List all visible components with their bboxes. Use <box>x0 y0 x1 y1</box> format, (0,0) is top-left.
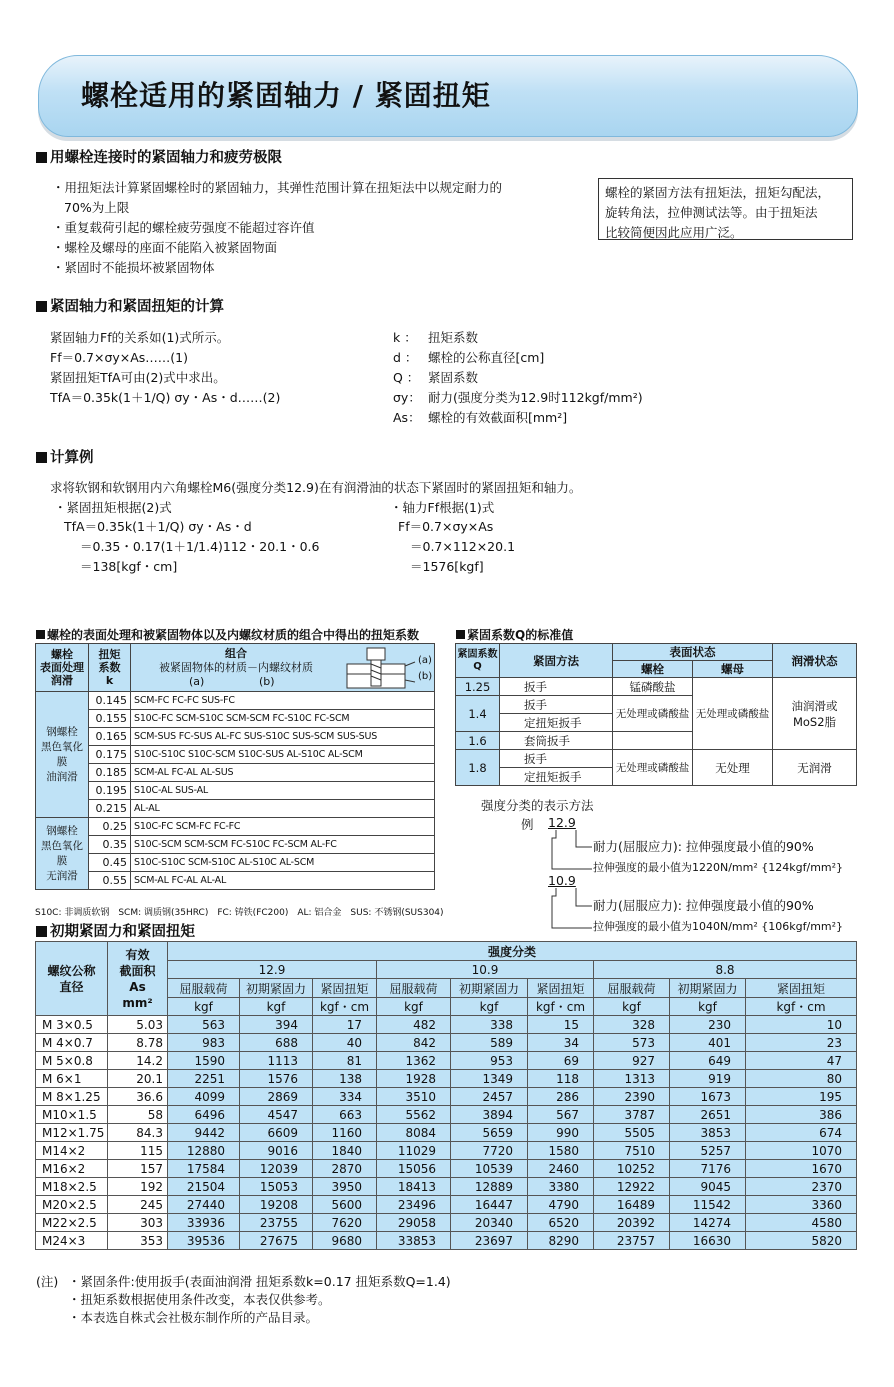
table-row <box>36 1124 857 1142</box>
thread-size: M16×2 <box>36 1160 108 1178</box>
value-cell: 33936 <box>168 1214 240 1232</box>
value-cell: 9045 <box>670 1178 746 1196</box>
sub-header: 紧固扭矩 <box>528 979 594 998</box>
sub-header: 屈服载荷 <box>594 979 670 998</box>
thread-size: M 3×0.5 <box>36 1016 108 1034</box>
area-value: 303 <box>108 1214 168 1232</box>
q-value: 1.6 <box>456 732 500 750</box>
table-row <box>36 1214 857 1232</box>
thread-size: M24×3 <box>36 1232 108 1250</box>
class-label: 10.9 <box>377 961 594 979</box>
method: 定扭矩扳手 <box>500 714 613 732</box>
value-cell: 1313 <box>594 1070 670 1088</box>
value-cell: 4547 <box>240 1106 313 1124</box>
section2-heading: 紧固轴力和紧固扭矩的计算 <box>36 295 224 316</box>
area-value: 36.6 <box>108 1088 168 1106</box>
thread-size: M 8×1.25 <box>36 1088 108 1106</box>
bullet: ・用扭矩法计算紧固螺栓时的紧固轴力，其弹性范围计算在扭矩法中以规定耐力的 <box>52 180 503 195</box>
value-cell: 10539 <box>451 1160 528 1178</box>
combination: S10C-FC SCM-FC FC-FC <box>131 818 435 836</box>
value-cell: 927 <box>594 1052 670 1070</box>
unit: kgf <box>594 998 670 1016</box>
nut-header: 螺母 <box>693 661 773 678</box>
bullet: 70%为上限 <box>64 200 130 215</box>
calc-line: ・紧固扭矩根据(2)式 <box>54 500 172 515</box>
value-cell: 2251 <box>168 1070 240 1088</box>
k-value: 0.215 <box>89 800 131 818</box>
section1-heading: 用螺栓连接时的紧固轴力和疲劳极限 <box>36 146 282 167</box>
value-cell: 4580 <box>746 1214 857 1232</box>
q-header: 紧固系数 Q <box>456 644 500 678</box>
symbol: As： <box>393 410 421 425</box>
symbol: k ： <box>393 330 417 345</box>
value-cell: 688 <box>240 1034 313 1052</box>
thread-size: M 6×1 <box>36 1070 108 1088</box>
k-value: 0.165 <box>89 728 131 746</box>
sub-header: 初期紧固力 <box>670 979 746 998</box>
value-cell: 649 <box>670 1052 746 1070</box>
value-cell: 2870 <box>313 1160 377 1178</box>
method-header: 紧固方法 <box>500 644 613 678</box>
value-cell: 17584 <box>168 1160 240 1178</box>
torque-table-heading: 螺栓的表面处理和被紧固物体以及内螺纹材质的组合中得出的扭矩系数 <box>36 626 419 643</box>
table-row <box>36 1178 857 1196</box>
strength-desc: 耐力(屈服应力): 拉伸强度最小值的90% <box>593 898 814 913</box>
sub-header: 初期紧固力 <box>240 979 313 998</box>
value-cell: 2390 <box>594 1088 670 1106</box>
value-cell: 589 <box>451 1034 528 1052</box>
symbol: σy： <box>393 390 421 405</box>
area-value: 84.3 <box>108 1124 168 1142</box>
value-cell: 919 <box>670 1070 746 1088</box>
value-cell: 23 <box>746 1034 857 1052</box>
k-value: 0.25 <box>89 818 131 836</box>
value-cell: 138 <box>313 1070 377 1088</box>
value-cell: 14274 <box>670 1214 746 1232</box>
value-cell: 39536 <box>168 1232 240 1250</box>
unit: kgf <box>377 998 451 1016</box>
value-cell: 16630 <box>670 1232 746 1250</box>
thread-size: M22×2.5 <box>36 1214 108 1232</box>
table-row <box>36 1142 857 1160</box>
table-row <box>36 1106 857 1124</box>
note-item: ・扭矩系数根据使用条件改变，本表仅供参考。 <box>68 1292 331 1307</box>
value-cell: 3894 <box>451 1106 528 1124</box>
value-cell: 842 <box>377 1034 451 1052</box>
k-value: 0.145 <box>89 692 131 710</box>
k-value: 0.45 <box>89 854 131 872</box>
value-cell: 5600 <box>313 1196 377 1214</box>
strength-desc: 拉伸强度的最小值为1220N/mm² {124kgf/mm²} <box>593 861 844 874</box>
value-cell: 15056 <box>377 1160 451 1178</box>
value-cell: 8290 <box>528 1232 594 1250</box>
symbol: d ： <box>393 350 418 365</box>
note-box <box>598 178 853 240</box>
value-cell: 23755 <box>240 1214 313 1232</box>
k-value: 0.35 <box>89 836 131 854</box>
combination: S10C-S10C S10C-SCM S10C-SUS AL-S10C AL-SCM <box>131 746 435 764</box>
calc-line: TfA＝0.35k(1＋1/Q) σy・As・d <box>64 519 252 534</box>
note-line: 螺栓的紧固方法有扭矩法，扭矩勾配法， <box>605 185 831 200</box>
value-cell: 983 <box>168 1034 240 1052</box>
sub-header: 初期紧固力 <box>451 979 528 998</box>
value-cell: 11029 <box>377 1142 451 1160</box>
value-cell: 1580 <box>528 1142 594 1160</box>
note-line: 比较简便因此应用广泛。 <box>605 225 743 240</box>
formula-text: TfA＝0.35k(1＋1/Q) σy・As・d……(2) <box>50 390 281 405</box>
note-item: ・本表选自株式会社极东制作所的产品目录。 <box>68 1310 319 1325</box>
value-cell: 1670 <box>746 1160 857 1178</box>
symbol-desc: 螺栓的有效截面积[mm²] <box>428 410 568 425</box>
value-cell: 5562 <box>377 1106 451 1124</box>
sub-header: 紧固扭矩 <box>313 979 377 998</box>
value-cell: 2460 <box>528 1160 594 1178</box>
value-cell: 567 <box>528 1106 594 1124</box>
method: 扳手 <box>500 750 613 768</box>
value-cell: 990 <box>528 1124 594 1142</box>
method: 扳手 <box>500 678 613 696</box>
sub-header: 紧固扭矩 <box>746 979 857 998</box>
k-value: 0.55 <box>89 872 131 890</box>
value-cell: 338 <box>451 1016 528 1034</box>
bullet: ・紧固时不能损坏被紧固物体 <box>52 260 215 275</box>
value-cell: 40 <box>313 1034 377 1052</box>
thread-size: M10×1.5 <box>36 1106 108 1124</box>
value-cell: 15 <box>528 1016 594 1034</box>
value-cell: 3360 <box>746 1196 857 1214</box>
symbol-desc: 螺栓的公称直径[cm] <box>428 350 545 365</box>
table-row <box>36 1196 857 1214</box>
bolt-surface: 锰磷酸盐 <box>613 678 693 696</box>
area-value: 115 <box>108 1142 168 1160</box>
thread-size: M 4×0.7 <box>36 1034 108 1052</box>
value-cell: 3950 <box>313 1178 377 1196</box>
value-cell: 7176 <box>670 1160 746 1178</box>
value-cell: 8084 <box>377 1124 451 1142</box>
unit: kgf・cm <box>746 998 857 1016</box>
value-cell: 16489 <box>594 1196 670 1214</box>
table-row <box>36 1088 857 1106</box>
value-cell: 4099 <box>168 1088 240 1106</box>
main-table-heading: 初期紧固力和紧固扭矩 <box>36 920 195 941</box>
sub-header: 屈服载荷 <box>377 979 451 998</box>
symbol-desc: 扭矩系数 <box>428 330 479 345</box>
value-cell: 2370 <box>746 1178 857 1196</box>
calc-line: ＝0.7×112×20.1 <box>410 539 516 554</box>
col-header: 螺栓 表面处理 润滑 <box>36 644 89 692</box>
table-row <box>36 1232 857 1250</box>
value-cell: 1590 <box>168 1052 240 1070</box>
value-cell: 3787 <box>594 1106 670 1124</box>
area-value: 157 <box>108 1160 168 1178</box>
value-cell: 5257 <box>670 1142 746 1160</box>
value-cell: 23697 <box>451 1232 528 1250</box>
value-cell: 18413 <box>377 1178 451 1196</box>
value-cell: 12922 <box>594 1178 670 1196</box>
symbol-desc: 耐力(强度分类为12.9时112kgf/mm²) <box>428 390 643 405</box>
label-a: (a) <box>418 655 432 666</box>
nut-surface: 无处理或磷酸盐 <box>693 678 773 750</box>
value-cell: 21504 <box>168 1178 240 1196</box>
torque-coefficient-table <box>35 643 435 890</box>
k-value: 0.155 <box>89 710 131 728</box>
section3-heading: 计算例 <box>36 446 94 467</box>
area-header: 有效 截面积 As mm² <box>108 942 168 1016</box>
formula-text: 紧固轴力Ff的关系如(1)式所示。 <box>50 330 230 345</box>
value-cell: 4790 <box>528 1196 594 1214</box>
value-cell: 1928 <box>377 1070 451 1088</box>
value-cell: 482 <box>377 1016 451 1034</box>
strength-class: 10.9 <box>548 873 576 888</box>
bolt-header: 螺栓 <box>613 661 693 678</box>
value-cell: 80 <box>746 1070 857 1088</box>
col-header: 扭矩 系数 k <box>89 644 131 692</box>
value-cell: 20392 <box>594 1214 670 1232</box>
area-value: 353 <box>108 1232 168 1250</box>
note-item: ・紧固条件:使用扳手(表面油润滑 扭矩系数k=0.17 扭矩系数Q=1.4) <box>68 1274 451 1289</box>
calc-line: ・轴力Ff根据(1)式 <box>390 500 495 515</box>
area-value: 192 <box>108 1178 168 1196</box>
table-row <box>36 1052 857 1070</box>
fastening-table <box>35 941 857 1250</box>
combination: S10C-FC SCM-S10C SCM-SCM FC-S10C FC-SCM <box>131 710 435 728</box>
bolt-surface: 无处理或磷酸盐 <box>613 750 693 786</box>
strength-title: 强度分类的表示方法 <box>481 798 594 813</box>
class-label: 8.8 <box>594 961 857 979</box>
value-cell: 2651 <box>670 1106 746 1124</box>
surface-header: 表面状态 <box>613 644 773 661</box>
strength-class: 12.9 <box>548 815 576 830</box>
value-cell: 386 <box>746 1106 857 1124</box>
area-value: 20.1 <box>108 1070 168 1088</box>
combination: S10C-AL SUS-AL <box>131 782 435 800</box>
value-cell: 12889 <box>451 1178 528 1196</box>
value-cell: 5820 <box>746 1232 857 1250</box>
calc-line: ＝1576[kgf] <box>410 559 484 574</box>
k-value: 0.175 <box>89 746 131 764</box>
value-cell: 10252 <box>594 1160 670 1178</box>
bullet: ・螺栓及螺母的座面不能陷入被紧固物面 <box>52 240 278 255</box>
formula-text: Ff＝0.7×σy×As……(1) <box>50 350 189 365</box>
table-row <box>36 1160 857 1178</box>
value-cell: 27440 <box>168 1196 240 1214</box>
value-cell: 9442 <box>168 1124 240 1142</box>
symbol: Q ： <box>393 370 420 385</box>
value-cell: 563 <box>168 1016 240 1034</box>
value-cell: 11542 <box>670 1196 746 1214</box>
value-cell: 7510 <box>594 1142 670 1160</box>
sub-header: 屈服载荷 <box>168 979 240 998</box>
lube-header: 润滑状态 <box>773 644 857 678</box>
value-cell: 33853 <box>377 1232 451 1250</box>
value-cell: 1160 <box>313 1124 377 1142</box>
bolt-diagram-icon <box>345 646 435 690</box>
group-label: 钢螺栓 黑色氧化膜 无润滑 <box>36 818 89 890</box>
k-value: 0.185 <box>89 764 131 782</box>
combination: SCM-AL FC-AL AL-SUS <box>131 764 435 782</box>
q-table-heading: 紧固系数Q的标准值 <box>456 626 573 643</box>
value-cell: 7720 <box>451 1142 528 1160</box>
value-cell: 81 <box>313 1052 377 1070</box>
value-cell: 5505 <box>594 1124 670 1142</box>
value-cell: 69 <box>528 1052 594 1070</box>
unit: kgf <box>670 998 746 1016</box>
example-intro: 求将软钢和软钢用内六角螺栓M6(强度分类12.9)在有润滑油的状态下紧固时的紧固扭矩和轴力。 <box>50 480 582 495</box>
q-value: 1.25 <box>456 678 500 696</box>
value-cell: 1673 <box>670 1088 746 1106</box>
value-cell: 2869 <box>240 1088 313 1106</box>
value-cell: 230 <box>670 1016 746 1034</box>
q-value: 1.8 <box>456 750 500 786</box>
value-cell: 2457 <box>451 1088 528 1106</box>
page-title: 螺栓适用的紧固轴力 / 紧固扭矩 <box>81 79 491 112</box>
thread-size: M20×2.5 <box>36 1196 108 1214</box>
bolt-surface: 无处理或磷酸盐 <box>613 696 693 732</box>
combination: SCM-SUS FC-SUS AL-FC SUS-S10C SUS-SCM SUS-SUS <box>131 728 435 746</box>
value-cell: 573 <box>594 1034 670 1052</box>
area-value: 5.03 <box>108 1016 168 1034</box>
area-value: 245 <box>108 1196 168 1214</box>
k-value: 0.195 <box>89 782 131 800</box>
value-cell: 953 <box>451 1052 528 1070</box>
combination: AL-AL <box>131 800 435 818</box>
thread-header: 螺纹公称 直径 <box>36 942 108 1016</box>
value-cell: 19208 <box>240 1196 313 1214</box>
unit: kgf・cm <box>313 998 377 1016</box>
title-banner <box>38 55 858 137</box>
strength-desc: 耐力(屈服应力): 拉伸强度最小值的90% <box>593 839 814 854</box>
value-cell: 394 <box>240 1016 313 1034</box>
q-value: 1.4 <box>456 696 500 732</box>
combination: SCM-FC FC-FC SUS-FC <box>131 692 435 710</box>
class-label: 12.9 <box>168 961 377 979</box>
value-cell: 334 <box>313 1088 377 1106</box>
value-cell: 1840 <box>313 1142 377 1160</box>
unit: kgf・cm <box>528 998 594 1016</box>
group-label: 钢螺栓 黑色氧化膜 油润滑 <box>36 692 89 818</box>
thread-size: M 5×0.8 <box>36 1052 108 1070</box>
thread-size: M14×2 <box>36 1142 108 1160</box>
value-cell: 9016 <box>240 1142 313 1160</box>
note-line: 旋转角法，拉伸测试法等。由于扭矩法 <box>605 205 818 220</box>
symbol-desc: 紧固系数 <box>428 370 479 385</box>
formula-text: 紧固扭矩TfA可由(2)式中求出。 <box>50 370 226 385</box>
value-cell: 6609 <box>240 1124 313 1142</box>
strength-leader-lines <box>550 830 600 930</box>
combination: SCM-AL FC-AL AL-AL <box>131 872 435 890</box>
value-cell: 3380 <box>528 1178 594 1196</box>
value-cell: 17 <box>313 1016 377 1034</box>
col-header-combination: 组合 被紧固物体的材质－内螺纹材质 (a) (b) (a) (b) <box>131 644 435 692</box>
combination: S10C-S10C SCM-S10C AL-S10C AL-SCM <box>131 854 435 872</box>
value-cell: 29058 <box>377 1214 451 1232</box>
area-value: 58 <box>108 1106 168 1124</box>
calc-line: ＝138[kgf・cm] <box>80 559 178 574</box>
value-cell: 328 <box>594 1016 670 1034</box>
value-cell: 663 <box>313 1106 377 1124</box>
calc-line: ＝0.35・0.17(1＋1/1.4)112・20.1・0.6 <box>80 539 320 554</box>
combination: S10C-SCM SCM-SCM FC-S10C FC-SCM AL-FC <box>131 836 435 854</box>
value-cell: 16447 <box>451 1196 528 1214</box>
value-cell: 1576 <box>240 1070 313 1088</box>
notes-label: (注) <box>36 1274 59 1289</box>
value-cell: 1362 <box>377 1052 451 1070</box>
method: 定扭矩扳手 <box>500 768 613 786</box>
value-cell: 1070 <box>746 1142 857 1160</box>
value-cell: 23757 <box>594 1232 670 1250</box>
unit: kgf <box>451 998 528 1016</box>
value-cell: 9680 <box>313 1232 377 1250</box>
value-cell: 118 <box>528 1070 594 1088</box>
value-cell: 15053 <box>240 1178 313 1196</box>
method: 套筒扳手 <box>500 732 613 750</box>
value-cell: 6520 <box>528 1214 594 1232</box>
value-cell: 401 <box>670 1034 746 1052</box>
table-row <box>36 1016 857 1034</box>
table-row <box>36 1070 857 1088</box>
table-row <box>36 1034 857 1052</box>
area-value: 8.78 <box>108 1034 168 1052</box>
tightening-factor-table <box>455 643 857 786</box>
value-cell: 6496 <box>168 1106 240 1124</box>
value-cell: 47 <box>746 1052 857 1070</box>
calc-line: Ff＝0.7×σy×As <box>398 519 494 534</box>
value-cell: 23496 <box>377 1196 451 1214</box>
strength-desc: 拉伸强度的最小值为1040N/mm² {106kgf/mm²} <box>593 920 844 933</box>
value-cell: 5659 <box>451 1124 528 1142</box>
value-cell: 27675 <box>240 1232 313 1250</box>
value-cell: 195 <box>746 1088 857 1106</box>
value-cell: 12880 <box>168 1142 240 1160</box>
value-cell: 10 <box>746 1016 857 1034</box>
thread-size: M12×1.75 <box>36 1124 108 1142</box>
value-cell: 286 <box>528 1088 594 1106</box>
method: 扳手 <box>500 696 613 714</box>
value-cell: 12039 <box>240 1160 313 1178</box>
unit: kgf <box>240 998 313 1016</box>
bullet: ・重复载荷引起的螺栓疲劳强度不能超过容许值 <box>52 220 315 235</box>
lube-state: 无润滑 <box>773 750 857 786</box>
value-cell: 3853 <box>670 1124 746 1142</box>
area-value: 14.2 <box>108 1052 168 1070</box>
torque-table-footnote: S10C: 非调质软钢 SCM: 调质钢(35HRC) FC: 铸铁(FC200) AL: 铝合金 SUS: 不锈钢(SUS304) <box>35 908 444 918</box>
example-label: 例 <box>521 817 534 832</box>
unit: kgf <box>168 998 240 1016</box>
value-cell: 674 <box>746 1124 857 1142</box>
label-b: (b) <box>418 671 433 682</box>
class-header: 强度分类 <box>168 942 857 961</box>
value-cell: 3510 <box>377 1088 451 1106</box>
nut-surface: 无处理 <box>693 750 773 786</box>
value-cell: 34 <box>528 1034 594 1052</box>
value-cell: 20340 <box>451 1214 528 1232</box>
value-cell: 7620 <box>313 1214 377 1232</box>
lube-state: 油润滑或 MoS2脂 <box>773 678 857 750</box>
value-cell: 1113 <box>240 1052 313 1070</box>
thread-size: M18×2.5 <box>36 1178 108 1196</box>
value-cell: 1349 <box>451 1070 528 1088</box>
